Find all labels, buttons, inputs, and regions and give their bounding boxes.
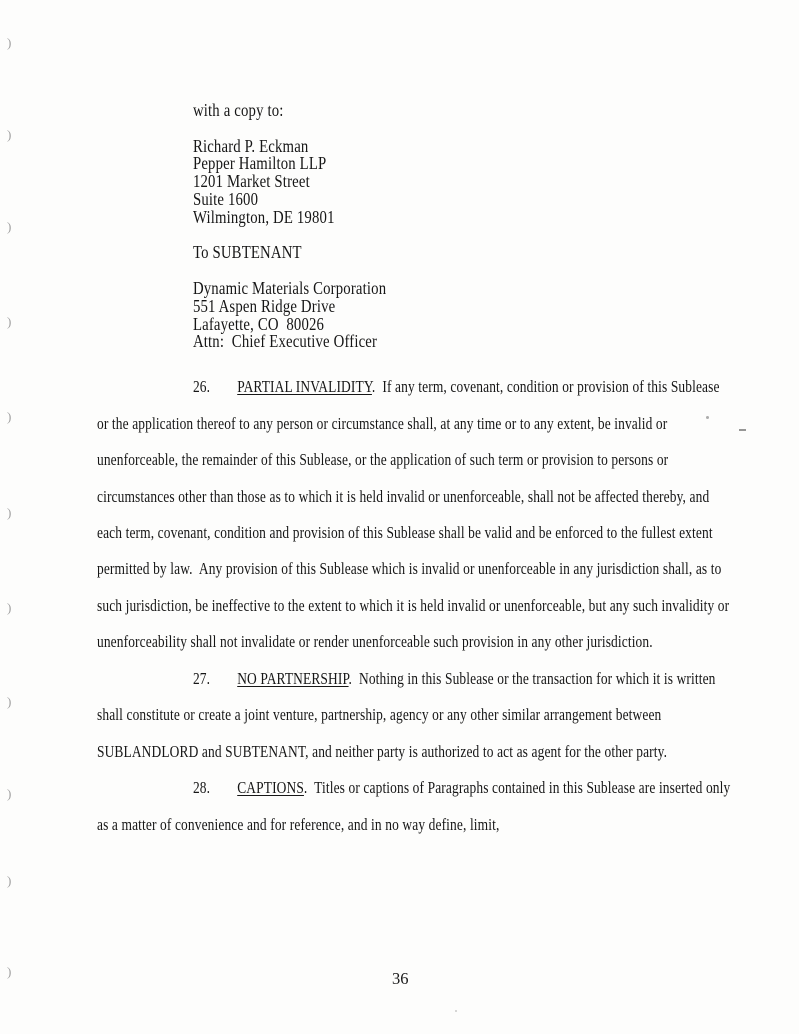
scan-artifact-mark: ) xyxy=(7,219,12,234)
document-content xyxy=(97,102,733,843)
paragraph-number: 26. xyxy=(192,377,211,397)
paragraph-captions xyxy=(97,770,733,843)
scan-artifact-mark: ) xyxy=(7,964,12,979)
address-line: 1201 Market Street xyxy=(192,171,310,192)
scan-speck xyxy=(711,791,713,793)
address-line: Richard P. Eckman xyxy=(192,135,309,156)
paragraph-number: 28. xyxy=(192,778,211,798)
address-line: 551 Aspen Ridge Drive xyxy=(192,295,336,316)
scan-artifact-mark: ) xyxy=(7,127,12,142)
copy-to-address-block xyxy=(97,135,733,227)
address-line: Lafayette, CO 80026 xyxy=(192,313,325,334)
scan-artifact-mark: ) xyxy=(7,873,12,888)
address-line: Pepper Hamilton LLP xyxy=(192,153,327,174)
scan-artifact-mark: ) xyxy=(7,35,12,50)
scan-artifact-mark: ) xyxy=(7,409,12,424)
paragraph-heading: CAPTIONS xyxy=(237,778,304,798)
scan-artifact-mark: ) xyxy=(7,786,12,801)
address-line: Attn: Chief Executive Officer xyxy=(192,331,378,352)
page-number: 36 xyxy=(392,969,409,988)
scan-artifact-mark: ) xyxy=(7,694,12,709)
scan-speck xyxy=(455,1010,457,1012)
paragraph-body: . Titles or captions of Paragraphs contained in this Sublease are inserted only as a matter of convenience and for reference, and in no way define, limit, xyxy=(97,778,734,834)
subtenant-label: To SUBTENANT xyxy=(192,242,302,263)
paragraph-number: 27. xyxy=(192,668,211,688)
paragraph-body: . Nothing in this Sublease or the transaction for which it is written shall constitute or create a joint venture, partnership, agency or any other similar arrangement between SUBLANDLORD and SUBTENANT, and neither party is authorized to act as agent for the other party. xyxy=(97,668,720,761)
address-line: Dynamic Materials Corporation xyxy=(192,277,387,298)
scan-artifact-mark: ) xyxy=(7,600,12,615)
paragraph-body: . If any term, covenant, condition or provision of this Sublease or the application thereof to any person or circumstance shall, at any time or to any extent, be invalid or unenforceable, the remainder of this Sublease, or the application of such term or provision to persons or circumstances other than those as to which it is held invalid or unenforceable, shall not be affected thereby, and each term, covenant, condition and provision of this Sublease shall be valid and be enforced to the fullest extent permitted by law. Any provision of this Sublease which is invalid or unenforceable in any jurisdiction shall, as to such jurisdiction, be ineffective to the extent to which it is held invalid or unenforceable, but any such invalidity or unenforceability shall not invalidate or render unenforceable such provision in any other jurisdiction. xyxy=(97,377,733,652)
address-line: Suite 1600 xyxy=(192,188,259,209)
paragraph-no-partnership xyxy=(97,661,733,770)
scan-speck xyxy=(739,429,746,431)
paragraph-partial-invalidity xyxy=(97,369,733,661)
scan-speck xyxy=(706,416,709,419)
scan-artifact-mark: ) xyxy=(7,505,12,520)
address-line: Wilmington, DE 19801 xyxy=(192,206,335,227)
copy-to-label: with a copy to: xyxy=(192,100,284,120)
scan-artifact-mark: ) xyxy=(7,314,12,329)
subtenant-address-block xyxy=(97,277,733,352)
paragraph-heading: PARTIAL INVALIDITY xyxy=(237,377,372,397)
paragraph-heading: NO PARTNERSHIP xyxy=(237,668,349,688)
